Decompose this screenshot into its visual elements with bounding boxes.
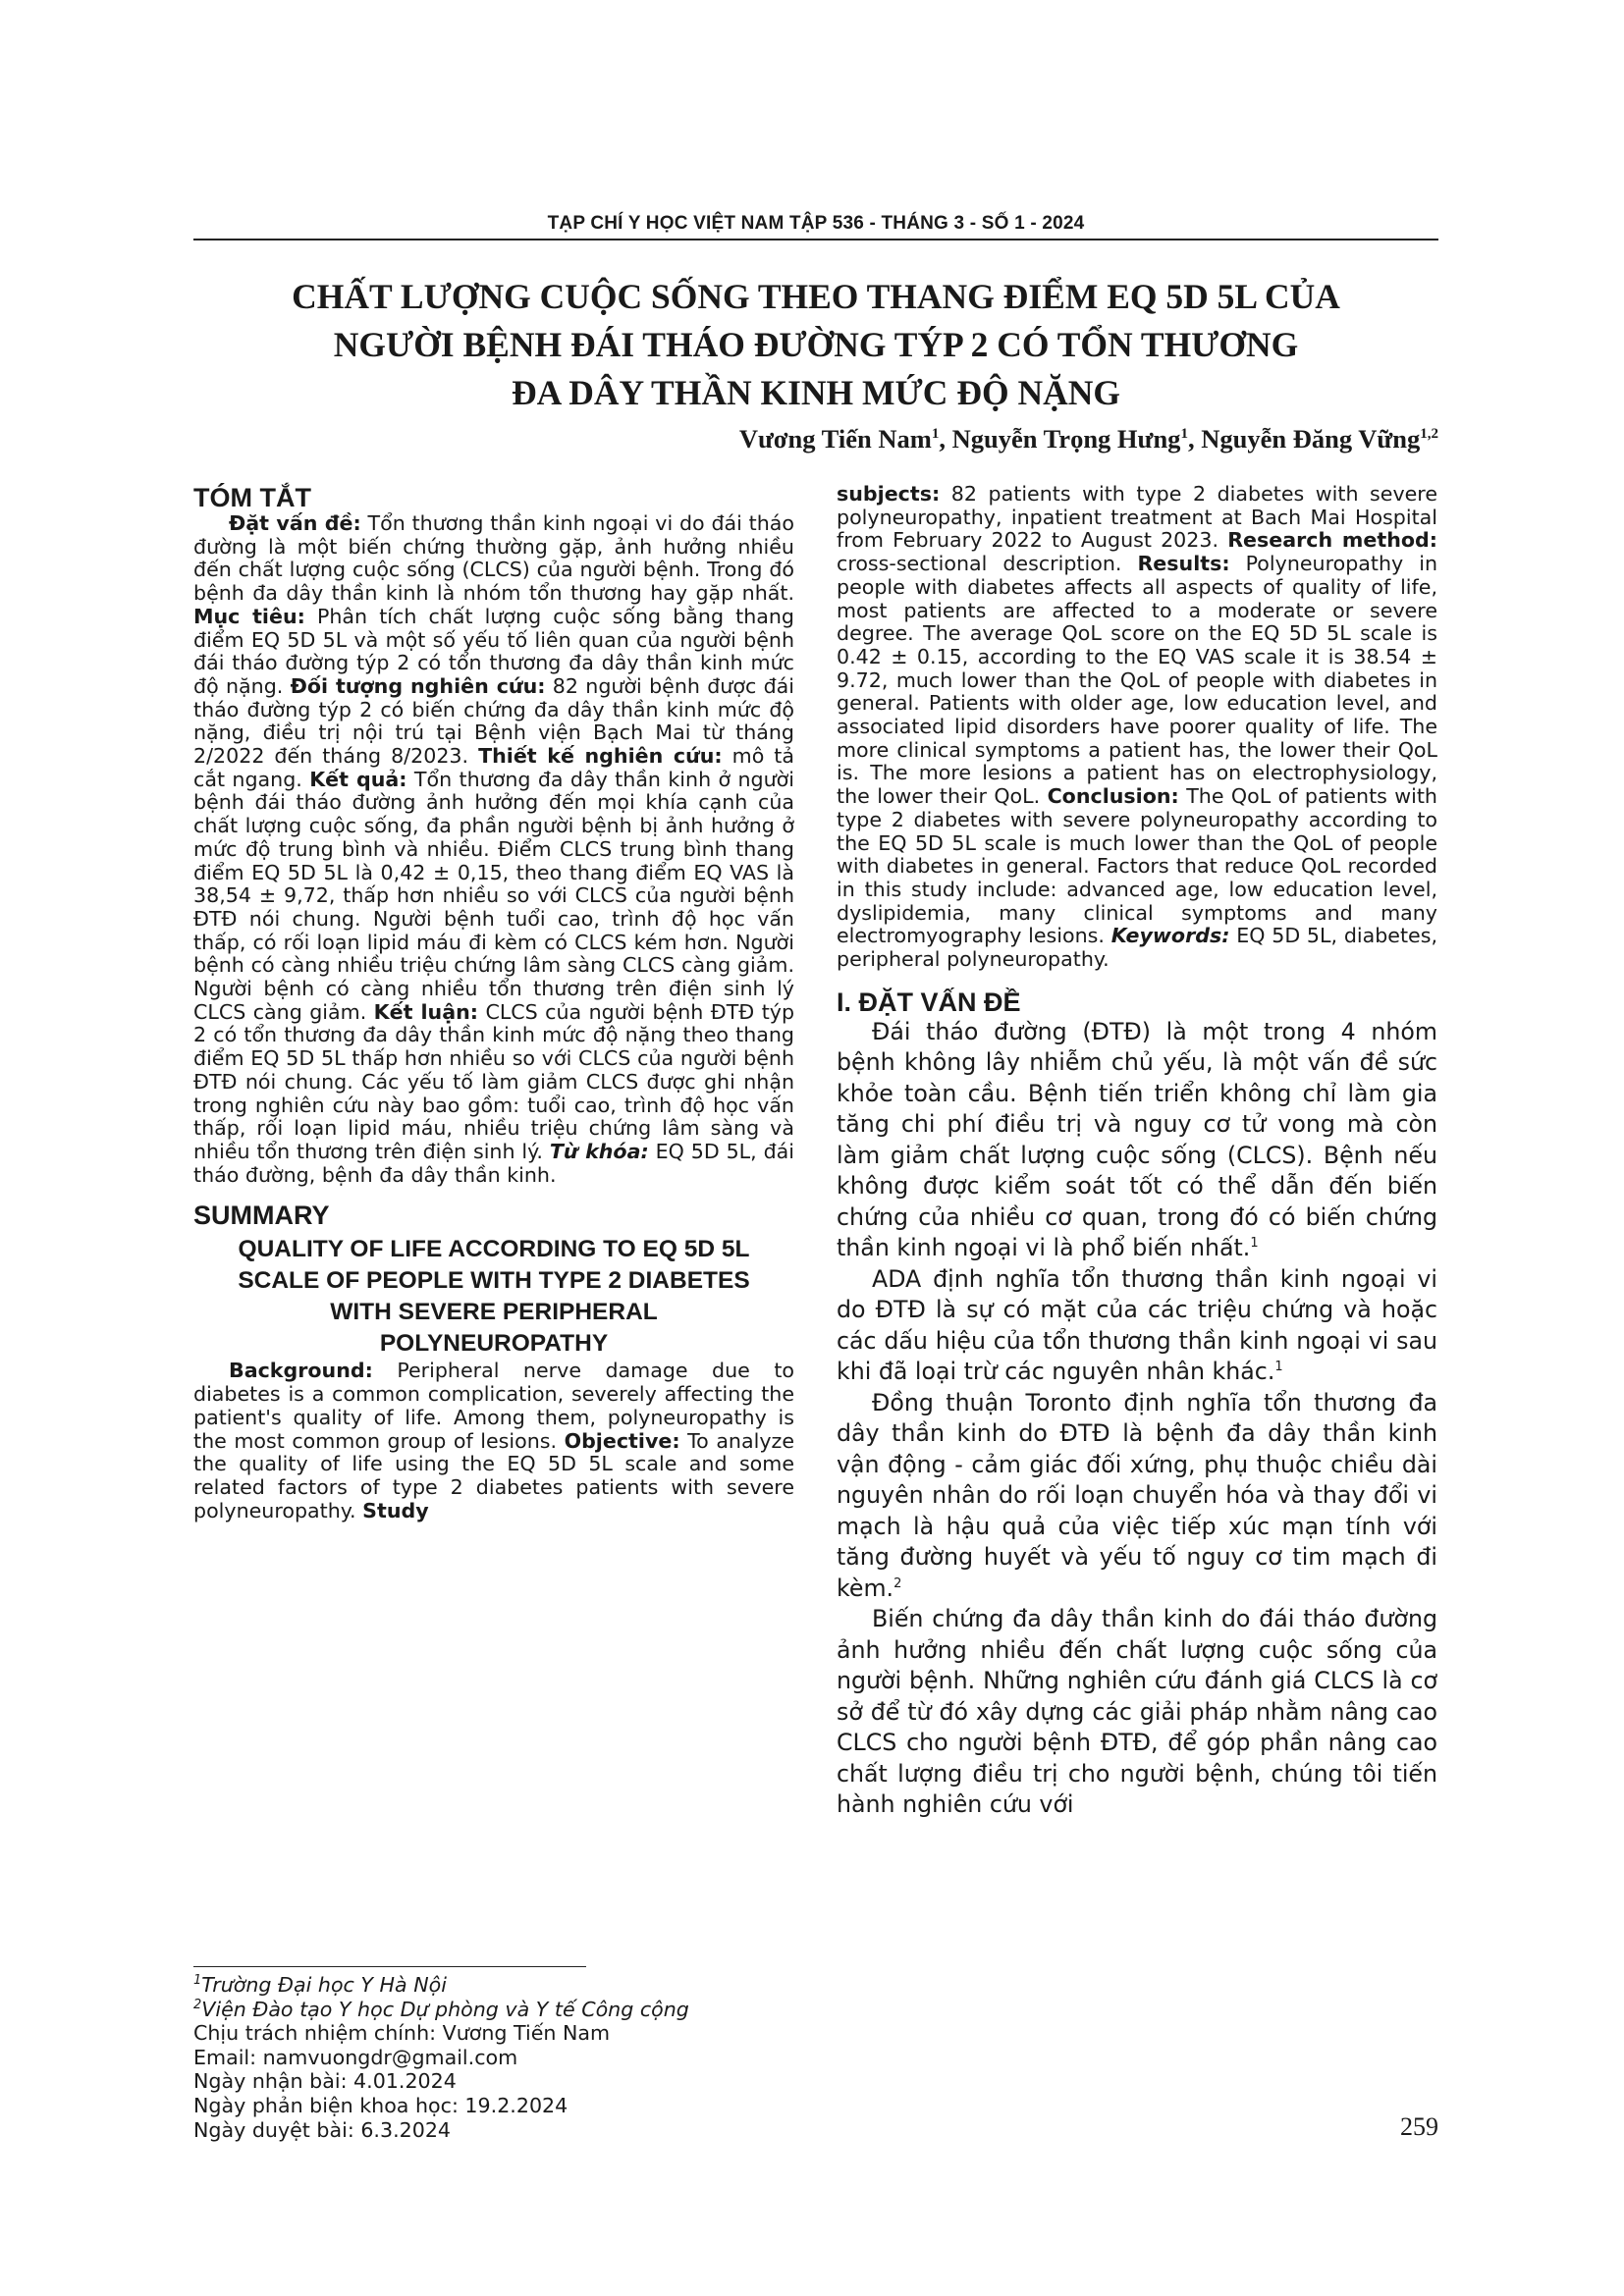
bold-label: Mục tiêu: xyxy=(193,604,305,628)
title-line-3: ĐA DÂY THẦN KINH MỨC ĐỘ NẶNG xyxy=(512,373,1120,412)
author-list xyxy=(739,424,1438,454)
abstract-heading: TÓM TẮT xyxy=(193,483,311,512)
author-name: Nguyễn Đăng Vững xyxy=(1201,424,1421,454)
bold-label: Conclusion: xyxy=(1047,784,1179,809)
bold-label: Thiết kế nghiên cứu: xyxy=(478,744,723,769)
review-date: Ngày phản biện khoa học: 19.2.2024 xyxy=(193,2093,568,2117)
right-column xyxy=(837,483,1437,1821)
paragraph-text: Biến chứng đa dây thần kinh do đái tháo đường ảnh hưởng nhiều đến chất lượng cuộc sống của người bệnh. Những nghiên cứu đánh giá CLCS là cơ sở để từ đó xây dựng các giải pháp nhằm nâng cao CLCS cho người bệnh ĐTĐ, để góp phần nâng cao chất lượng điều trị cho người bệnh, chúng tôi tiến hành nghiên cứu với xyxy=(837,1605,1437,1819)
bold-label: Objective: xyxy=(564,1428,680,1453)
text-run: To analyze the quality of life using the EQ 5D 5L scale and some related factors of type 2 diabetes patients with severe polyneuropathy. xyxy=(193,1428,794,1522)
paragraph-text: ADA định nghĩa tổn thương thần kinh ngoại vi do ĐTĐ là sự có mặt của các triệu chứng và hoặc các dấu hiệu của tổn thương thần kinh ngoại vi sau khi đã loại trừ các nguyên nhân khác. xyxy=(837,1264,1437,1386)
abstract-vi-paragraph xyxy=(193,512,794,1187)
summary-paragraph-continued xyxy=(837,483,1437,972)
bold-label: Đặt vấn đề: xyxy=(229,511,361,535)
summary-heading: SUMMARY xyxy=(193,1201,330,1231)
bold-label: Đối tượng nghiên cứu: xyxy=(290,673,546,698)
summary-paragraph-start xyxy=(193,1360,794,1522)
affiliation-text: Trường Đại học Y Hà Nội xyxy=(201,1973,447,1997)
section-1-paragraph xyxy=(837,1604,1437,1821)
bold-label: Keywords: xyxy=(1110,924,1230,948)
author-name: Nguyễn Trọng Hưng xyxy=(951,424,1181,454)
section-1-paragraph xyxy=(837,1017,1437,1264)
title-line-1: CHẤT LƯỢNG CUỘC SỐNG THEO THANG ĐIỂM EQ 5D 5L CỦA xyxy=(292,277,1340,316)
affiliation-text: Viện Đào tạo Y học Dự phòng và Y tế Công cộng xyxy=(201,1997,689,2021)
text-run: 82 người bệnh được đái tháo đường týp 2 có biến chứng đa dây thần kinh mức độ nặng, điều trị nội trú tại Bệnh viện Bạch Mai từ tháng 2/2022 đến tháng 8/2023. xyxy=(193,673,795,769)
section-1-heading: I. ĐẶT VẤN ĐỀ xyxy=(837,987,1021,1017)
bold-label: subjects: xyxy=(837,482,941,506)
text-run: EQ 5D 5L, đái tháo đường, bệnh đa dây thần kinh. xyxy=(193,1139,795,1187)
title-line-2: NGƯỜI BỆNH ĐÁI THÁO ĐƯỜNG TÝP 2 CÓ TỔN THƯƠNG xyxy=(333,325,1299,364)
accepted-date: Ngày duyệt bài: 6.3.2024 xyxy=(193,2117,452,2142)
summary-title-line: WITH SEVERE PERIPHERAL xyxy=(330,1299,658,1326)
text-run: Polyneuropathy in people with diabetes affects all aspects of quality of life, most patients are affected to a moderate or severe degree. The average QoL score on the EQ 5D 5L scale is 0.42 ± 0.15, according to the EQ VAS scale it is 38.54 ± 9.72, much lower than the QoL of people with diabetes in general. Patients with older age, low education level, and associated lipid disorders have poorer quality of life. The more clinical symptoms a patient has, the lower their QoL is. The more lesions a patient has on electrophysiology, the lower their QoL. xyxy=(837,552,1438,809)
text-run: Phân tích chất lượng cuộc sống bằng thang điểm EQ 5D 5L và một số yếu tố liên quan của người bệnh đái tháo đường týp 2 có tổn thương đa dây thần kinh mức độ nặng. xyxy=(193,604,794,698)
author-separator: , xyxy=(939,424,952,454)
bold-label: Kết luận: xyxy=(373,999,479,1024)
left-column xyxy=(193,483,794,1522)
affiliation-2 xyxy=(193,1998,794,2022)
text-run: 82 patients with type 2 diabetes with severe polyneuropathy, inpatient treatment at Bach Mai Hospital from February 2022 to August 2023. xyxy=(837,482,1437,553)
author-affiliation: 1 xyxy=(1180,426,1188,443)
bold-label: Study xyxy=(362,1498,429,1522)
text-run: Tổn thương đa dây thần kinh ở người bệnh đái tháo đường ảnh hưởng đến mọi khía cạnh của chất lượng cuộc sống, đa phần người bệnh bị ảnh hưởng ở mức độ trung bình và nhiều. Điểm CLCS trung bình thang điểm EQ 5D 5L là 0,42 ± 0,15, theo thang điểm EQ VAS là 38,54 ± 9,72, thấp hơn nhiều so với CLCS của người bệnh ĐTĐ nói chung. Người bệnh tuổi cao, trình độ học vấn thấp, có rối loạn lipid máu đi kèm có CLCS kém hơn. Người bệnh có càng nhiều triệu chứng lâm sàng CLCS càng giảm. Người bệnh có càng nhiều tổn thương trên điện sinh lý CLCS càng giảm. xyxy=(193,767,794,1024)
affiliation-number: 1 xyxy=(193,1973,202,1989)
email: Email: namvuongdr@gmail.com xyxy=(193,2045,518,2069)
corresponding-author: Chịu trách nhiệm chính: Vương Tiến Nam xyxy=(193,2021,611,2046)
text-run: EQ 5D 5L, diabetes, peripheral polyneuropathy. xyxy=(837,924,1437,972)
author-affiliation: 1,2 xyxy=(1420,426,1438,443)
bold-label: Kết quả: xyxy=(309,767,407,791)
paragraph-text: Đồng thuận Toronto định nghĩa tổn thương đa dây thần kinh do ĐTĐ là bệnh đa dây thần kinh vận động - cảm giác đối xứng, phụ thuộc chiều dài nguyên nhân do rối loạn chuyển hóa và thay đổi vi mạch là hậu quả của việc tiếp xúc mạn tính với tăng đường huyết và yếu tố nguy cơ tim mạch đi kèm. xyxy=(837,1388,1437,1602)
citation-ref: 1 xyxy=(1250,1236,1259,1252)
section-1-paragraph xyxy=(837,1264,1437,1388)
text-run: CLCS của người bệnh ĐTĐ týp 2 có tổn thương đa dây thần kinh mức độ nặng theo thang điểm EQ 5D 5L thấp hơn nhiều so với CLCS của người bệnh ĐTĐ nói chung. Các yếu tố làm giảm CLCS được ghi nhận trong nghiên cứu này bao gồm: tuổi cao, trình độ học vấn thấp, rối loạn lipid máu, nhiều triệu chứng lâm sàng và nhiều tổn thương trên điện sinh lý. xyxy=(193,999,795,1163)
journal-header: TẠP CHÍ Y HỌC VIỆT NAM TẬP 536 - THÁNG 3 - SỐ 1 - 2024 xyxy=(547,213,1085,234)
bold-label: Results: xyxy=(1137,552,1230,576)
text-run: Peripheral nerve damage due to diabetes is a common complication, severely affecting the patient's quality of life. Among them, polyneuropathy is the most common group of lesions. xyxy=(193,1359,794,1453)
bold-label: Background: xyxy=(229,1359,373,1383)
citation-ref: 2 xyxy=(893,1575,902,1591)
text-run: cross-sectional description. xyxy=(837,552,1138,576)
affiliation-1 xyxy=(193,1973,794,1998)
text-run: mô tả cắt ngang. xyxy=(193,744,794,791)
section-1-paragraph xyxy=(837,1388,1437,1605)
affiliation-number: 2 xyxy=(193,1997,202,2012)
footnote-rule xyxy=(193,1966,586,1967)
author-separator: , xyxy=(1187,424,1202,454)
summary-title-line: SCALE OF PEOPLE WITH TYPE 2 DIABETES xyxy=(238,1267,750,1295)
bold-label: Từ khóa: xyxy=(549,1139,649,1163)
summary-title xyxy=(193,1234,794,1360)
citation-ref: 1 xyxy=(1274,1360,1283,1375)
section-1-body xyxy=(837,1017,1437,1821)
page-number: 259 xyxy=(1400,2112,1438,2141)
footnotes xyxy=(193,1973,794,2142)
paper-title xyxy=(193,273,1438,417)
received-date: Ngày nhận bài: 4.01.2024 xyxy=(193,2069,457,2094)
author-affiliation: 1 xyxy=(931,426,940,443)
summary-title-line: QUALITY OF LIFE ACCORDING TO EQ 5D 5L xyxy=(238,1236,750,1263)
paragraph-text: Đái tháo đường (ĐTĐ) là một trong 4 nhóm bệnh không lây nhiễm chủ yếu, là một vấn đề sức khỏe toàn cầu. Bệnh tiến triển không chỉ làm gia tăng chi phí điều trị và nguy cơ tử vong mà còn làm giảm chất lượng cuộc sống (CLCS). Bệnh nếu không được kiểm soát tốt có thể dẫn đến biến chứng của nhiều cơ quan, trong đó có biến chứng thần kinh ngoại vi là phổ biến nhất. xyxy=(837,1017,1437,1262)
header-rule xyxy=(193,239,1438,240)
bold-label: Research method: xyxy=(1227,528,1437,553)
text-run: The QoL of patients with type 2 diabetes with severe polyneuropathy according to the EQ 5D 5L scale is much lower than the QoL of people with diabetes in general. Factors that reduce QoL recorded in this study include: advanced age, low education level, dyslipidemia, many clinical symptoms and many electromyography lesions. xyxy=(837,784,1437,948)
author-name: Vương Tiến Nam xyxy=(738,424,932,454)
summary-title-line: POLYNEUROPATHY xyxy=(379,1330,609,1358)
text-run: Tổn thương thần kinh ngoại vi do đái tháo đường là một biến chứng thường gặp, ảnh hưởng nhiều đến chất lượng cuộc sống (CLCS) của người bệnh. Trong đó bệnh đa dây thần kinh là nhóm tổn thương hay gặp nhất. xyxy=(193,511,794,606)
